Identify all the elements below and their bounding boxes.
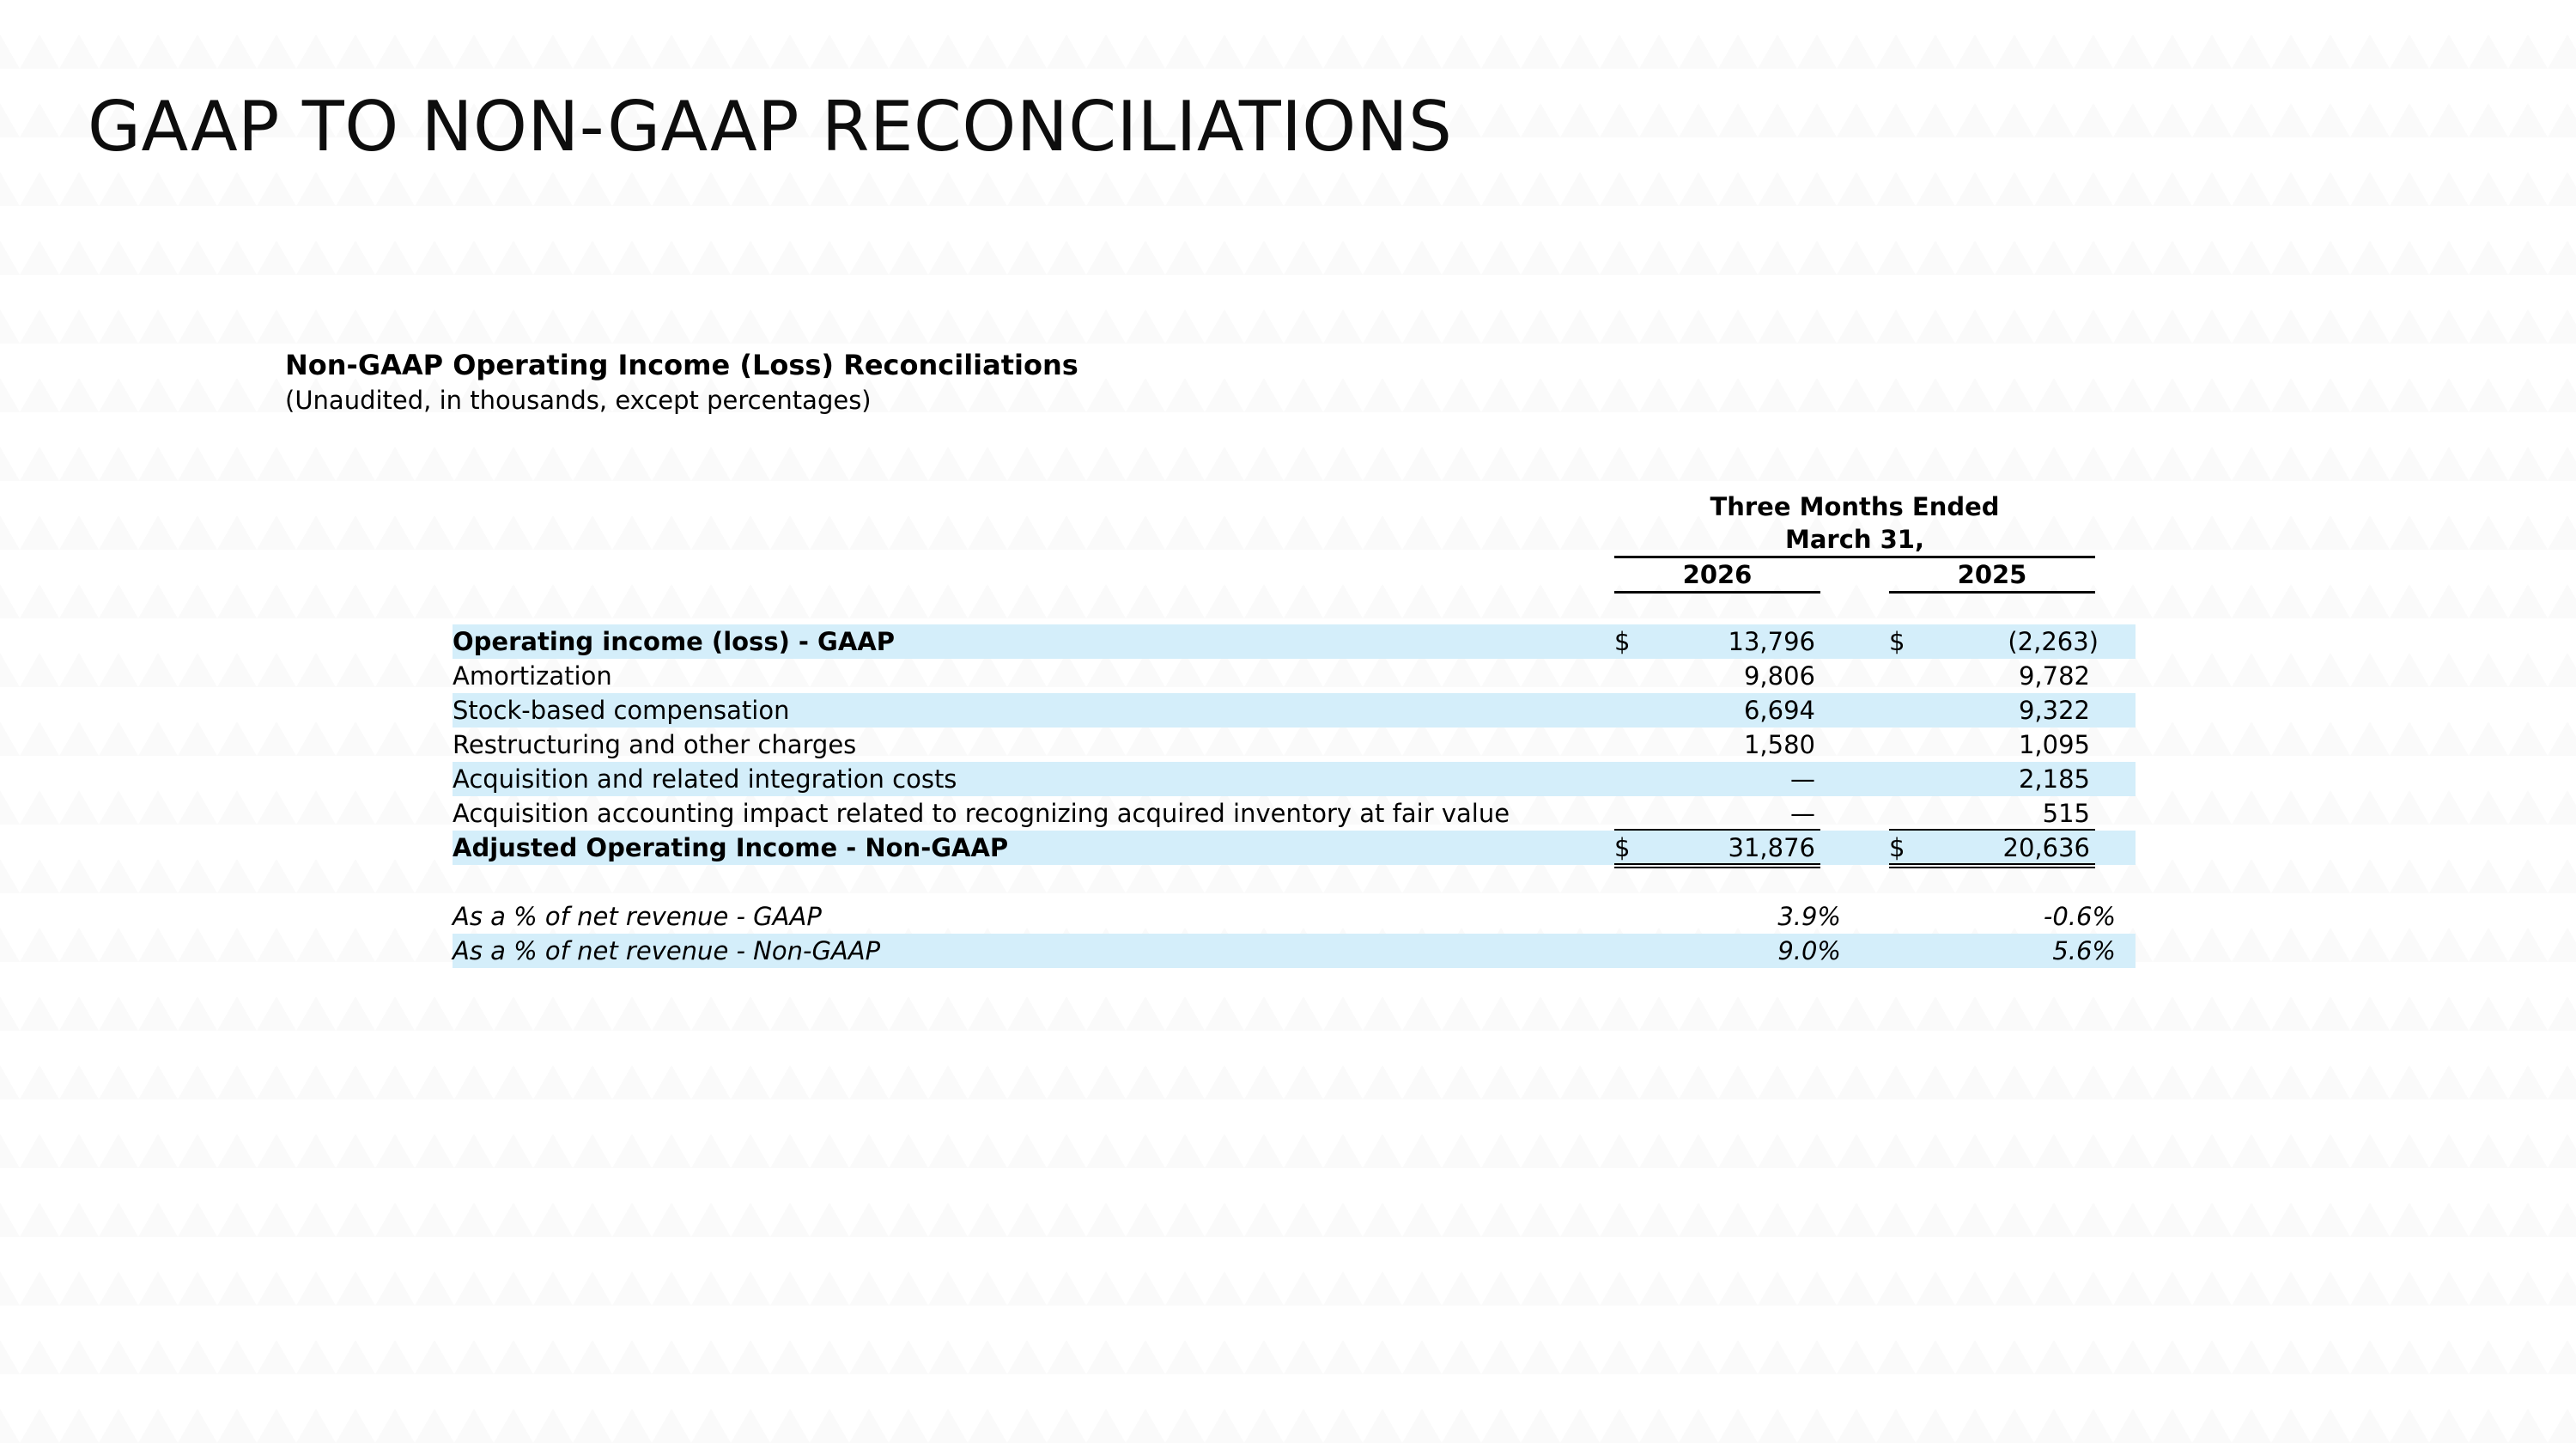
row-label: Restructuring and other charges <box>453 730 857 759</box>
period-header-line1: Three Months Ended <box>1710 492 2000 521</box>
column-header-2026: 2026 <box>1682 560 1753 589</box>
row-label: As a % of net revenue - GAAP <box>453 902 822 931</box>
row-label: As a % of net revenue - Non-GAAP <box>453 936 881 965</box>
table-row-percent-gaap <box>453 899 2136 934</box>
column-header-2025: 2025 <box>1957 560 2027 589</box>
currency-symbol: $ <box>1889 833 1905 862</box>
currency-symbol: $ <box>1614 833 1631 862</box>
total-double-line-2025-b <box>1889 867 2095 868</box>
page-title: GAAP TO NON-GAAP RECONCILIATIONS <box>88 87 1453 167</box>
value-2025: 1,095 <box>2018 730 2090 759</box>
table-row-percent-non-gaap <box>453 934 2136 968</box>
value-2026: 13,796 <box>1728 627 1815 656</box>
value-2026: 1,580 <box>1743 730 1815 759</box>
row-label: Adjusted Operating Income - Non-GAAP <box>453 833 1009 862</box>
value-2025: 2,185 <box>2018 764 2090 794</box>
percent-2026: 9.0% <box>1777 936 1841 965</box>
value-2025: (2,263) <box>2008 627 2099 656</box>
value-2026: — <box>1790 764 1815 794</box>
percent-2025: 5.6% <box>2052 936 2116 965</box>
row-label: Stock-based compensation <box>453 696 790 725</box>
column-underline-2025 <box>1889 591 2095 594</box>
value-2026: — <box>1790 799 1815 828</box>
section-subtitle: (Unaudited, in thousands, except percentages) <box>285 386 872 415</box>
table-row-acquisition-inventory <box>453 796 2136 831</box>
value-2026: 9,806 <box>1743 661 1815 691</box>
table-row-operating-income-gaap <box>453 624 2136 659</box>
period-header-line2: March 31, <box>1784 525 1925 554</box>
value-2026: 31,876 <box>1728 833 1815 862</box>
percent-2026: 3.9% <box>1777 902 1841 931</box>
table-row-restructuring <box>453 728 2136 762</box>
row-label: Operating income (loss) - GAAP <box>453 627 896 656</box>
table-row-amortization <box>453 659 2136 693</box>
table-row-stock-based-compensation <box>453 693 2136 728</box>
row-label: Acquisition accounting impact related to recognizing acquired inventory at fair value <box>453 799 1510 828</box>
currency-symbol: $ <box>1889 627 1905 656</box>
table-row-acquisition-integration <box>453 762 2136 796</box>
value-2026: 6,694 <box>1743 696 1815 725</box>
column-underline-2026 <box>1614 591 1820 594</box>
total-double-line-2026-b <box>1614 867 1820 868</box>
total-double-line-2025-a <box>1889 863 2095 865</box>
value-2025: 20,636 <box>2002 833 2090 862</box>
row-label: Amortization <box>453 661 612 691</box>
value-2025: 515 <box>2042 799 2090 828</box>
row-label: Acquisition and related integration costs <box>453 764 957 794</box>
currency-symbol: $ <box>1614 627 1631 656</box>
percent-2025: -0.6% <box>2043 902 2116 931</box>
total-double-line-2026-a <box>1614 863 1820 865</box>
table-row-adjusted-operating-income <box>453 831 2136 865</box>
value-2025: 9,322 <box>2018 696 2090 725</box>
section-title: Non-GAAP Operating Income (Loss) Reconciliations <box>285 349 1078 381</box>
value-2025: 9,782 <box>2018 661 2090 691</box>
